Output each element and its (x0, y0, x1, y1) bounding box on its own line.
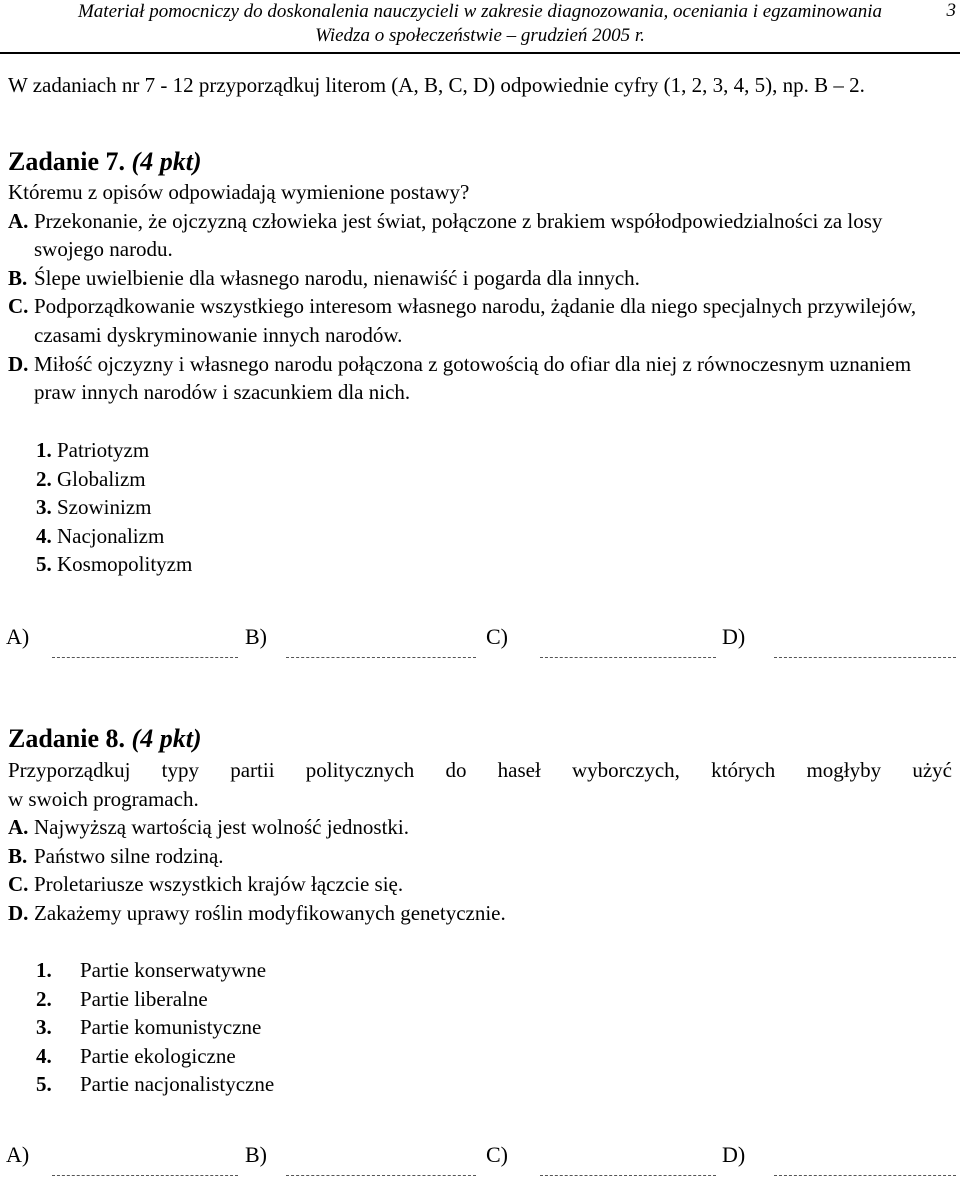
task8-heading: Zadanie 8. (8, 724, 126, 753)
choice-number: 4. (36, 523, 52, 548)
choice-number: 4. (36, 1043, 52, 1068)
list-item (36, 1042, 274, 1071)
choice-number: 2. (36, 986, 52, 1011)
list-item (36, 493, 192, 522)
option-text: Proletariusze wszystkich krajów łączcie się. (34, 872, 404, 897)
option-letter: A. (8, 208, 29, 233)
answer-label-a: A) (6, 624, 30, 649)
task8-question-line2: w swoich programach. (8, 786, 199, 811)
choice-text: Nacjonalizm (57, 523, 165, 548)
task7-option-b (8, 264, 952, 293)
answer-field-d[interactable] (774, 657, 956, 658)
choice-number: 1. (36, 438, 52, 462)
choice-number: 1. (36, 958, 52, 982)
option-text: Przekonanie, że ojczyzną człowieka jest świat, połączone z brakiem współodpowiedzialności za losy swojego narodu. (34, 208, 883, 262)
answer-field-b[interactable] (286, 1175, 476, 1176)
answer-label-a: A) (6, 1142, 30, 1167)
task7-option-a (8, 207, 952, 264)
answer-label-d: D) (722, 624, 746, 649)
choice-number: 5. (36, 552, 52, 577)
list-item (36, 522, 192, 551)
choice-number: 2. (36, 466, 52, 491)
option-letter: B. (8, 265, 28, 290)
task8-option-a (8, 813, 952, 842)
option-letter: C. (8, 294, 29, 319)
choice-text: Partie komunistyczne (80, 1015, 262, 1040)
task7-option-c (8, 292, 952, 349)
choice-text: Partie nacjonalistyczne (80, 1072, 275, 1097)
list-item (36, 550, 192, 579)
task8-points: (4 pkt) (131, 724, 202, 753)
option-letter: D. (8, 351, 29, 376)
choice-number: 5. (36, 1072, 52, 1097)
answer-label-d: D) (722, 1142, 746, 1167)
choice-text: Partie konserwatywne (80, 958, 267, 982)
instructions: W zadaniach nr 7 - 12 przyporządkuj literom (A, B, C, D) odpowiednie cyfry (1, 2, 3, 4, 5), np. B – 2. (8, 73, 865, 97)
task8-option-b (8, 842, 952, 871)
task7-answer-row (0, 624, 960, 664)
choice-text: Partie liberalne (80, 986, 208, 1011)
task8-option-d (8, 899, 952, 928)
task8-option-c (8, 870, 952, 899)
answer-field-d[interactable] (774, 1175, 956, 1176)
page-number: 3 (946, 0, 956, 21)
choice-number: 3. (36, 495, 52, 520)
option-text: Najwyższą wartością jest wolność jednostki. (34, 815, 409, 840)
list-item (36, 956, 274, 985)
answer-field-a[interactable] (52, 1175, 238, 1176)
task8-question-line1: Przyporządkuj typy partii politycznych do haseł wyborczych, których mogłyby użyć (8, 758, 952, 782)
task7-heading: Zadanie 7. (8, 147, 126, 176)
choice-text: Globalizm (57, 466, 146, 491)
task7-body (8, 178, 952, 407)
answer-field-c[interactable] (540, 657, 716, 658)
option-letter: D. (8, 900, 29, 925)
task7-title (8, 147, 202, 177)
list-item (36, 436, 192, 465)
option-text: Ślepe uwielbienie dla własnego narodu, nienawiść i pogarda dla innych. (34, 265, 640, 290)
choice-text: Partie ekologiczne (80, 1043, 236, 1068)
task8-choices (36, 956, 274, 1099)
header-divider (0, 52, 960, 54)
choice-text: Patriotyzm (57, 438, 150, 462)
task7-question: Któremu z opisów odpowiadają wymienione postawy? (8, 180, 470, 204)
answer-label-c: C) (486, 1142, 508, 1167)
answer-field-b[interactable] (286, 657, 476, 658)
task7-points: (4 pkt) (131, 147, 202, 176)
choice-text: Szowinizm (57, 495, 152, 520)
answer-field-c[interactable] (540, 1175, 716, 1176)
task8-body (8, 756, 952, 928)
answer-label-c: C) (486, 624, 508, 649)
header-subtitle: Wiedza o społeczeństwie – grudzień 2005 r. (315, 25, 645, 46)
task7-choices (36, 436, 192, 579)
option-text: Zakażemy uprawy roślin modyfikowanych genetycznie. (34, 900, 506, 925)
answer-label-b: B) (245, 1142, 267, 1167)
task8-title (8, 724, 202, 754)
option-text: Państwo silne rodziną. (34, 843, 224, 868)
option-letter: C. (8, 872, 29, 897)
list-item (36, 1013, 274, 1042)
answer-label-b: B) (245, 624, 267, 649)
list-item (36, 465, 192, 494)
task8-answer-row (0, 1142, 960, 1182)
choice-number: 3. (36, 1015, 52, 1040)
header-title: Materiał pomocniczy do doskonalenia nauczycieli w zakresie diagnozowania, oceniania i egzaminowania (77, 1, 883, 22)
option-letter: B. (8, 843, 28, 868)
option-text: Miłość ojczyzny i własnego narodu połączona z gotowością do ofiar dla niej z równoczesnym uznaniem praw innych narodów i szacunkiem dla nich. (34, 351, 912, 405)
list-item (36, 1070, 274, 1099)
task7-option-d (8, 350, 952, 407)
list-item (36, 985, 274, 1014)
option-letter: A. (8, 815, 29, 840)
answer-field-a[interactable] (52, 657, 238, 658)
option-text: Podporządkowanie wszystkiego interesom własnego narodu, żądanie dla niego specjalnych przywilejów, czasami dyskryminowanie innych narodów. (34, 294, 917, 347)
choice-text: Kosmopolityzm (57, 552, 193, 577)
